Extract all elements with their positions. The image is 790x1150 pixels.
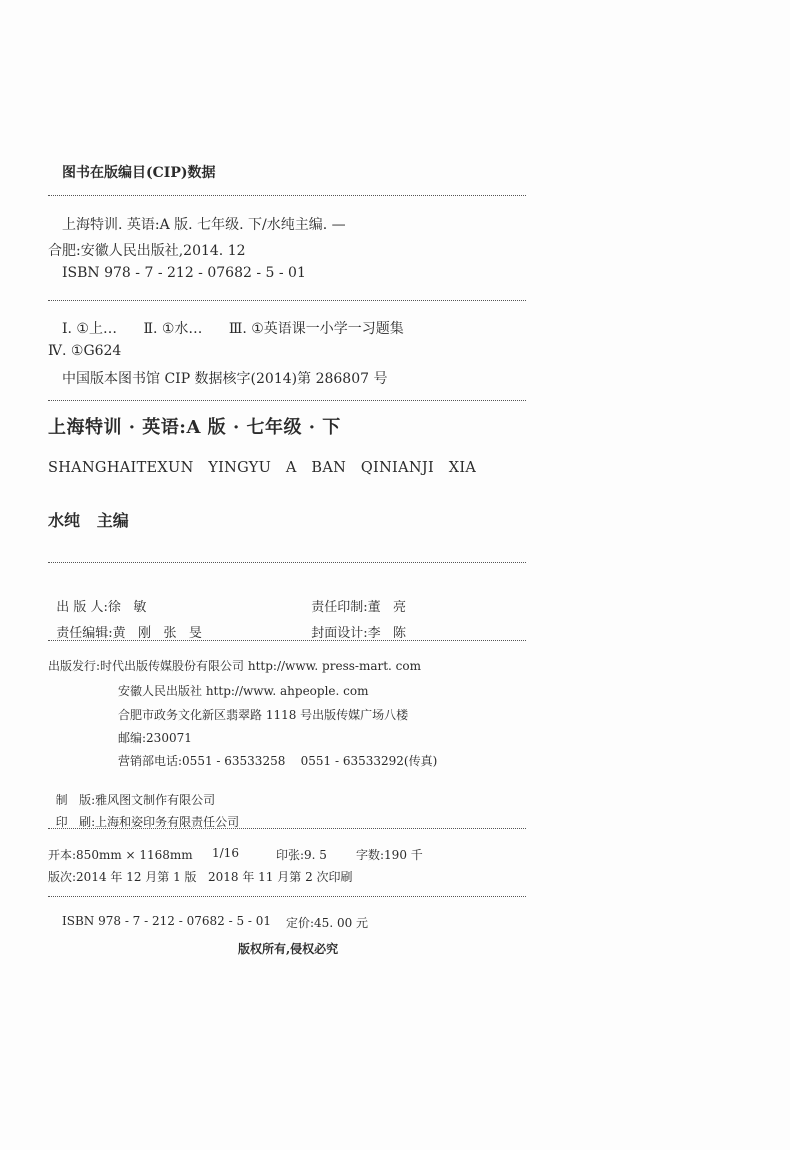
distribution-line-2: 安徽人民出版社 http://www. ahpeople. com [118, 684, 369, 698]
divider [48, 300, 526, 301]
print-name: 董 亮 [367, 600, 407, 615]
divider [48, 195, 526, 196]
cip-line-1: 上海特训. 英语:A 版. 七年级. 下/水纯主编. — [62, 217, 346, 233]
divider [48, 896, 526, 897]
cip-verify-number: 中国版本图书馆 CIP 数据核字(2014)第 286807 号 [62, 371, 388, 387]
editor-names: 黄 刚 张 旻 [112, 626, 202, 641]
publisher-name: 徐 敏 [107, 600, 147, 615]
spec-sheets: 印张:9. 5 [276, 848, 327, 862]
cip-isbn: ISBN 978 - 7 - 212 - 07682 - 5 - 01 [62, 265, 306, 281]
class-item: Ⅱ. ①水… [143, 321, 203, 337]
spec-words: 字数:190 千 [356, 848, 423, 862]
spec-format: 开本:850mm × 1168mm [48, 848, 193, 862]
distribution-line-1: 出版发行:时代出版传媒股份有限公司 http://www. press-mart. com [48, 659, 421, 673]
publisher-label: 出 版 人: [56, 600, 108, 615]
spec-edition: 版次:2014 年 12 月第 1 版 2018 年 11 月第 2 次印刷 [48, 870, 353, 884]
staff-cover [303, 607, 406, 641]
printer-label: 印 刷: [55, 815, 96, 829]
distribution-line-3: 合肥市政务文化新区翡翠路 1118 号出版传媒广场八楼 [118, 708, 409, 722]
editor-label: 责任编辑: [56, 626, 113, 641]
footer-isbn: ISBN 978 - 7 - 212 - 07682 - 5 - 01 [62, 914, 272, 928]
distribution-postcode: 邮编:230071 [118, 731, 192, 745]
cip-header: 图书在版编目(CIP)数据 [62, 165, 216, 181]
footer-price: 定价:45. 00 元 [286, 916, 369, 930]
cover-label: 封面设计: [311, 626, 368, 641]
print-label: 责任印制: [311, 600, 368, 615]
plate-label: 制 版: [55, 793, 96, 807]
book-title-pinyin: SHANGHAITEXUN YINGYU A BAN QINIANJI XIA [48, 460, 477, 476]
cip-classification-2: Ⅳ. ①G624 [48, 343, 122, 359]
staff-editor [48, 607, 202, 641]
book-editor: 水纯 主编 [48, 511, 129, 530]
cip-classification [62, 318, 404, 338]
class-item: Ⅰ. ①上… [62, 321, 117, 337]
printer-value: 上海和姿印务有限责任公司 [95, 815, 240, 829]
class-item: Ⅲ. ①英语课一小学一习题集 [228, 321, 404, 337]
book-title: 上海特训 · 英语:A 版 · 七年级 · 下 [48, 417, 341, 438]
cover-name: 李 陈 [367, 626, 407, 641]
cip-line-2: 合肥:安徽人民出版社,2014. 12 [48, 243, 246, 259]
spec-fold: 1/16 [212, 846, 239, 860]
divider [48, 828, 526, 829]
divider [48, 400, 526, 401]
plate-value: 雅风图文制作有限公司 [95, 793, 216, 807]
production-print [48, 799, 239, 830]
divider [48, 640, 526, 641]
distribution-phone: 营销部电话:0551 - 63533258 0551 - 63533292(传真) [118, 754, 438, 768]
divider [48, 562, 526, 563]
copyright-notice: 版权所有,侵权必究 [238, 942, 339, 956]
